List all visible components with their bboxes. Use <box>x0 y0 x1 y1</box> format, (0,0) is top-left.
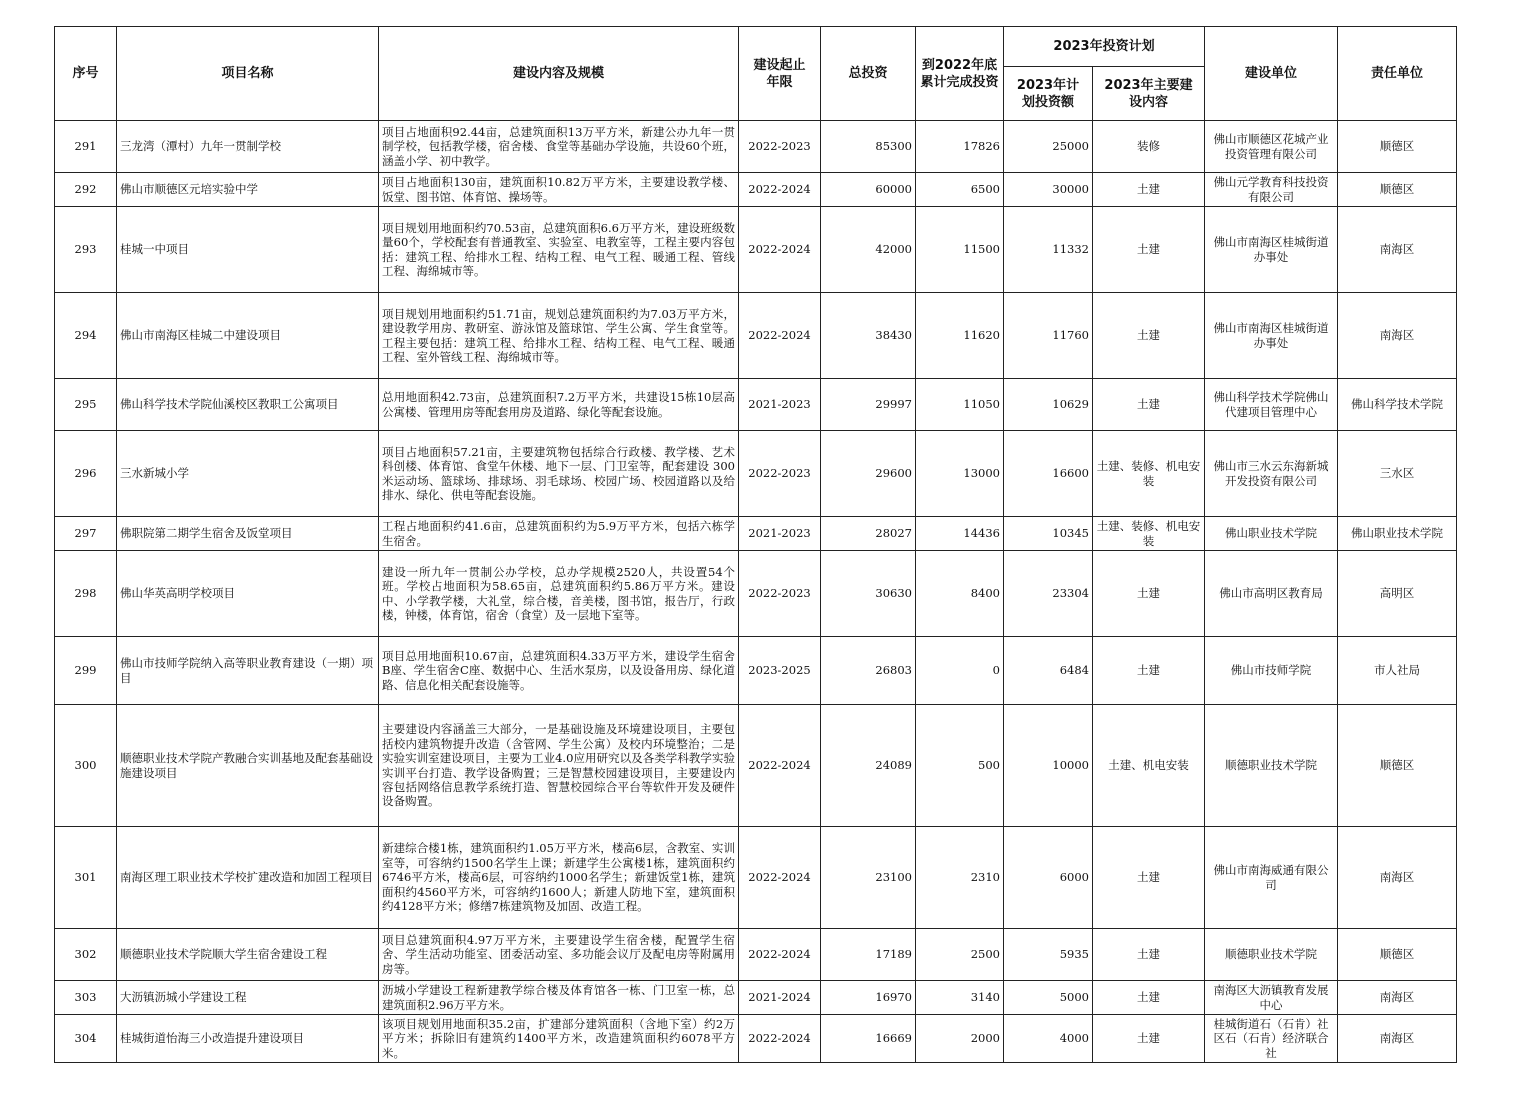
table-row <box>55 827 1457 929</box>
header-builder: 建设单位 <box>1205 27 1338 121</box>
row-name: 桂城一中项目 <box>117 207 379 293</box>
row-resp: 南海区 <box>1338 1015 1457 1063</box>
row-seq: 298 <box>55 551 117 637</box>
header-resp: 责任单位 <box>1338 27 1457 121</box>
row-plan-content: 土建 <box>1093 551 1205 637</box>
row-done: 2500 <box>916 929 1004 981</box>
row-resp: 市人社局 <box>1338 637 1457 705</box>
row-period: 2022-2023 <box>739 431 821 517</box>
row-builder: 佛山市顺德区花城产业投资管理有限公司 <box>1205 121 1338 173</box>
row-period: 2022-2023 <box>739 121 821 173</box>
row-period: 2021-2023 <box>739 517 821 551</box>
row-resp: 南海区 <box>1338 293 1457 379</box>
row-name: 桂城街道怡海三小改造提升建设项目 <box>117 1015 379 1063</box>
row-period: 2021-2024 <box>739 981 821 1015</box>
row-name: 三水新城小学 <box>117 431 379 517</box>
row-builder: 佛山市南海威通有限公司 <box>1205 827 1338 929</box>
row-total: 29997 <box>821 379 916 431</box>
row-builder: 佛山市高明区教育局 <box>1205 551 1338 637</box>
row-plan-amount: 5935 <box>1004 929 1093 981</box>
row-total: 17189 <box>821 929 916 981</box>
row-plan-amount: 23304 <box>1004 551 1093 637</box>
header-content: 建设内容及规模 <box>379 27 739 121</box>
table-row <box>55 207 1457 293</box>
row-resp: 顺德区 <box>1338 929 1457 981</box>
row-resp: 南海区 <box>1338 207 1457 293</box>
header-plan-amount: 2023年计划投资额 <box>1004 67 1093 121</box>
table-row <box>55 981 1457 1015</box>
row-content: 总用地面积42.73亩，总建筑面积7.2万平方米，共建设15栋10层高公寓楼、管理用房等配套用房及道路、绿化等配套设施。 <box>379 379 739 431</box>
row-seq: 295 <box>55 379 117 431</box>
row-resp: 三水区 <box>1338 431 1457 517</box>
row-seq: 301 <box>55 827 117 929</box>
row-done: 8400 <box>916 551 1004 637</box>
row-plan-amount: 10629 <box>1004 379 1093 431</box>
row-done: 500 <box>916 705 1004 827</box>
row-period: 2022-2024 <box>739 827 821 929</box>
row-resp: 顺德区 <box>1338 121 1457 173</box>
header-done: 到2022年底累计完成投资 <box>916 27 1004 121</box>
row-done: 6500 <box>916 173 1004 207</box>
row-seq: 291 <box>55 121 117 173</box>
header-name: 项目名称 <box>117 27 379 121</box>
row-period: 2022-2024 <box>739 1015 821 1063</box>
row-builder: 桂城街道石（石肯）社区石（石肯）经济联合社 <box>1205 1015 1338 1063</box>
row-resp: 高明区 <box>1338 551 1457 637</box>
table-row <box>55 121 1457 173</box>
row-builder: 佛山科学技术学院佛山代建项目管理中心 <box>1205 379 1338 431</box>
row-builder: 佛山元学教育科技投资有限公司 <box>1205 173 1338 207</box>
row-total: 38430 <box>821 293 916 379</box>
row-plan-amount: 5000 <box>1004 981 1093 1015</box>
row-plan-content: 土建 <box>1093 293 1205 379</box>
row-done: 11500 <box>916 207 1004 293</box>
row-period: 2022-2024 <box>739 705 821 827</box>
row-plan-content: 土建 <box>1093 827 1205 929</box>
header-plan-group: 2023年投资计划 <box>1004 27 1205 67</box>
row-plan-content: 土建、装修、机电安装 <box>1093 431 1205 517</box>
row-content: 新建综合楼1栋，建筑面积约1.05万平方米，楼高6层，含教室、实训室等，可容纳约1500名学生上课；新建学生公寓楼1栋，建筑面积约6746平方米，楼高6层，可容纳约1000名学生；新建饭堂1栋，建筑面积约4560平方米，可容纳约1600人；新建人防地下室，建筑面积约4128平方米；修缮7栋建筑物及加固、改造工程。 <box>379 827 739 929</box>
table-row <box>55 705 1457 827</box>
row-plan-content: 土建 <box>1093 207 1205 293</box>
row-content: 项目总用地面积10.67亩，总建筑面积4.33万平方米，建设学生宿舍B座、学生宿舍C座、数据中心、生活水泵房，以及设备用房、绿化道路、信息化相关配套设施等。 <box>379 637 739 705</box>
row-plan-amount: 16600 <box>1004 431 1093 517</box>
row-builder: 顺德职业技术学院 <box>1205 705 1338 827</box>
table-row <box>55 293 1457 379</box>
row-seq: 292 <box>55 173 117 207</box>
row-plan-content: 土建、机电安装 <box>1093 705 1205 827</box>
row-name: 佛山市南海区桂城二中建设项目 <box>117 293 379 379</box>
row-builder: 南海区大沥镇教育发展中心 <box>1205 981 1338 1015</box>
header-seq: 序号 <box>55 27 117 121</box>
row-resp: 佛山职业技术学院 <box>1338 517 1457 551</box>
row-period: 2021-2023 <box>739 379 821 431</box>
row-builder: 佛山市南海区桂城街道办事处 <box>1205 293 1338 379</box>
row-period: 2022-2024 <box>739 293 821 379</box>
table-row <box>55 517 1457 551</box>
row-plan-content: 土建 <box>1093 173 1205 207</box>
row-done: 11620 <box>916 293 1004 379</box>
table-row <box>55 379 1457 431</box>
table-row <box>55 173 1457 207</box>
header-total: 总投资 <box>821 27 916 121</box>
row-plan-amount: 11332 <box>1004 207 1093 293</box>
row-name: 佛山市技师学院纳入高等职业教育建设（一期）项目 <box>117 637 379 705</box>
row-name: 顺德职业技术学院顺大学生宿舍建设工程 <box>117 929 379 981</box>
row-done: 2310 <box>916 827 1004 929</box>
project-table <box>54 26 1457 1063</box>
header-period: 建设起止年限 <box>739 27 821 121</box>
row-seq: 300 <box>55 705 117 827</box>
row-total: 16669 <box>821 1015 916 1063</box>
row-seq: 296 <box>55 431 117 517</box>
row-period: 2022-2023 <box>739 551 821 637</box>
row-content: 沥城小学建设工程新建教学综合楼及体育馆各一栋、门卫室一栋，总建筑面积2.96万平方米。 <box>379 981 739 1015</box>
row-total: 26803 <box>821 637 916 705</box>
row-plan-amount: 30000 <box>1004 173 1093 207</box>
row-total: 85300 <box>821 121 916 173</box>
row-seq: 304 <box>55 1015 117 1063</box>
row-content: 项目规划用地面积约70.53亩，总建筑面积6.6万平方米，建设班级数量60个，学校配套有普通教室、实验室、电教室等，工程主要内容包括：建筑工程、给排水工程、结构工程、电气工程、暖通工程、管线工程、海绵城市等。 <box>379 207 739 293</box>
row-resp: 顺德区 <box>1338 705 1457 827</box>
row-content: 项目总建筑面积4.97万平方米，主要建设学生宿舍楼，配置学生宿舍、学生活动功能室、团委活动室、多功能会议厅及配电房等附属用房等。 <box>379 929 739 981</box>
row-name: 顺德职业技术学院产教融合实训基地及配套基础设施建设项目 <box>117 705 379 827</box>
row-content: 项目占地面积92.44亩，总建筑面积13万平方米，新建公办九年一贯制学校，包括教学楼，宿舍楼、食堂等基础办学设施，共设60个班，涵盖小学、初中教学。 <box>379 121 739 173</box>
row-seq: 294 <box>55 293 117 379</box>
row-resp: 南海区 <box>1338 827 1457 929</box>
row-period: 2023-2025 <box>739 637 821 705</box>
row-plan-amount: 4000 <box>1004 1015 1093 1063</box>
row-content: 项目规划用地面积约51.71亩，规划总建筑面积约为7.03万平方米，建设教学用房、教研室、游泳馆及篮球馆、学生公寓、学生食堂等。工程主要包括：建筑工程、给排水工程、结构工程、电气工程、暖通工程、室外管线工程、海绵城市等。 <box>379 293 739 379</box>
row-plan-amount: 10000 <box>1004 705 1093 827</box>
row-builder: 顺德职业技术学院 <box>1205 929 1338 981</box>
table-row <box>55 431 1457 517</box>
table-row <box>55 929 1457 981</box>
row-name: 佛山华英高明学校项目 <box>117 551 379 637</box>
row-seq: 303 <box>55 981 117 1015</box>
row-builder: 佛山市南海区桂城街道办事处 <box>1205 207 1338 293</box>
row-plan-amount: 11760 <box>1004 293 1093 379</box>
row-builder: 佛山市技师学院 <box>1205 637 1338 705</box>
row-seq: 297 <box>55 517 117 551</box>
row-period: 2022-2024 <box>739 929 821 981</box>
row-total: 30630 <box>821 551 916 637</box>
row-done: 2000 <box>916 1015 1004 1063</box>
row-total: 42000 <box>821 207 916 293</box>
row-done: 13000 <box>916 431 1004 517</box>
row-content: 建设一所九年一贯制公办学校，总办学规模2520人，共设置54个班。学校占地面积为58.65亩，总建筑面积约5.86万平方米。建设中、小学教学楼，大礼堂，综合楼，音美楼，图书馆，报告厅，行政楼，钟楼，体育馆，宿舍（食堂）及一层地下室等。 <box>379 551 739 637</box>
row-plan-content: 土建 <box>1093 1015 1205 1063</box>
row-plan-content: 装修 <box>1093 121 1205 173</box>
row-done: 17826 <box>916 121 1004 173</box>
table-row <box>55 551 1457 637</box>
row-done: 3140 <box>916 981 1004 1015</box>
row-resp: 佛山科学技术学院 <box>1338 379 1457 431</box>
row-content: 主要建设内容涵盖三大部分，一是基础设施及环境建设项目，主要包括校内建筑物提升改造（含管网、学生公寓）及校内环境整治；二是实验实训室建设项目，主要为工业4.0应用研究以及各类学科教学实验实训平台打造、教学设备购置；三是智慧校园建设项目，主要建设内容包括网络信息教学系统打造、智慧校园综合平台等软件开发及硬件设备购置。 <box>379 705 739 827</box>
row-name: 佛职院第二期学生宿舍及饭堂项目 <box>117 517 379 551</box>
row-total: 23100 <box>821 827 916 929</box>
row-resp: 顺德区 <box>1338 173 1457 207</box>
row-done: 14436 <box>916 517 1004 551</box>
row-total: 28027 <box>821 517 916 551</box>
row-plan-content: 土建 <box>1093 379 1205 431</box>
row-seq: 299 <box>55 637 117 705</box>
row-resp: 南海区 <box>1338 981 1457 1015</box>
row-seq: 293 <box>55 207 117 293</box>
row-done: 0 <box>916 637 1004 705</box>
row-plan-amount: 6484 <box>1004 637 1093 705</box>
row-plan-content: 土建 <box>1093 981 1205 1015</box>
row-builder: 佛山市三水云东海新城开发投资有限公司 <box>1205 431 1338 517</box>
row-total: 29600 <box>821 431 916 517</box>
row-plan-content: 土建 <box>1093 929 1205 981</box>
row-name: 三龙湾（潭村）九年一贯制学校 <box>117 121 379 173</box>
row-name: 佛山科学技术学院仙溪校区教职工公寓项目 <box>117 379 379 431</box>
row-name: 大沥镇沥城小学建设工程 <box>117 981 379 1015</box>
row-name: 佛山市顺德区元培实验中学 <box>117 173 379 207</box>
row-total: 24089 <box>821 705 916 827</box>
row-content: 项目占地面积130亩，建筑面积10.82万平方米，主要建设教学楼、饭堂、图书馆、体育馆、操场等。 <box>379 173 739 207</box>
row-total: 60000 <box>821 173 916 207</box>
row-plan-content: 土建、装修、机电安装 <box>1093 517 1205 551</box>
row-seq: 302 <box>55 929 117 981</box>
row-builder: 佛山职业技术学院 <box>1205 517 1338 551</box>
table-row <box>55 637 1457 705</box>
row-content: 工程占地面积约41.6亩，总建筑面积约为5.9万平方米，包括六栋学生宿舍。 <box>379 517 739 551</box>
row-plan-amount: 10345 <box>1004 517 1093 551</box>
row-plan-amount: 25000 <box>1004 121 1093 173</box>
row-content: 项目占地面积57.21亩，主要建筑物包括综合行政楼、教学楼、艺术科创楼、体育馆、食堂午休楼、地下一层、门卫室等，配套建设 300 米运动场、篮球场、排球场、羽毛球场、校园广场、校园道路以及给排水、绿化、供电等配套设施。 <box>379 431 739 517</box>
row-total: 16970 <box>821 981 916 1015</box>
row-name: 南海区理工职业技术学校扩建改造和加固工程项目 <box>117 827 379 929</box>
table-body <box>55 121 1457 1063</box>
table-row <box>55 1015 1457 1063</box>
header-plan-content: 2023年主要建设内容 <box>1093 67 1205 121</box>
row-period: 2022-2024 <box>739 173 821 207</box>
row-done: 11050 <box>916 379 1004 431</box>
row-content: 该项目规划用地面积35.2亩，扩建部分建筑面积（含地下室）约2万平方米；拆除旧有建筑约1400平方米，改造建筑面积约6078平方米。 <box>379 1015 739 1063</box>
table-header <box>55 27 1457 121</box>
row-plan-amount: 6000 <box>1004 827 1093 929</box>
row-period: 2022-2024 <box>739 207 821 293</box>
row-plan-content: 土建 <box>1093 637 1205 705</box>
